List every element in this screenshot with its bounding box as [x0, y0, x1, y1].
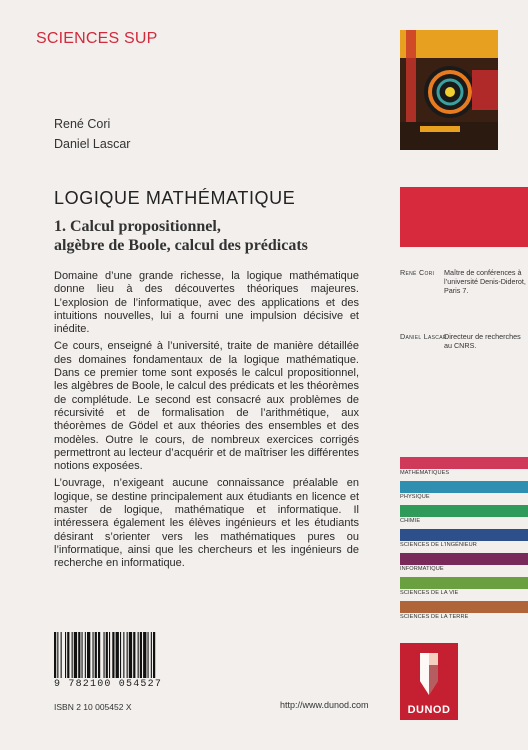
- bio-desc: Directeur de recherches au CNRS.: [444, 332, 521, 350]
- barcode-bar: [116, 632, 119, 678]
- cover-thumbnail: [400, 30, 498, 150]
- dunod-emblem-icon: [414, 651, 444, 697]
- category-item: [400, 577, 528, 601]
- barcode-bar: [78, 632, 80, 678]
- barcode-bar: [127, 632, 128, 678]
- barcode-bar: [67, 632, 69, 678]
- category-label: SCIENCES DE LA TERRE: [400, 614, 469, 620]
- book-title: LOGIQUE MATHÉMATIQUE: [54, 188, 296, 208]
- category-label: SCIENCES DE LA VIE: [400, 590, 459, 596]
- category-item: [400, 553, 528, 577]
- barcode-bar: [140, 632, 142, 678]
- author-bio-2: [400, 332, 521, 350]
- barcode-bar: [65, 632, 66, 678]
- author-2: Daniel Lascar: [54, 137, 131, 151]
- bio-desc: Maître de conférences à l’université Denis-Diderot, Paris 7.: [444, 268, 526, 295]
- barcode-bar: [129, 632, 132, 678]
- barcode-bar: [106, 632, 108, 678]
- barcode-bar: [148, 632, 149, 678]
- author-1: René Cori: [54, 117, 111, 131]
- barcode-bar: [57, 632, 58, 678]
- category-item: [400, 529, 528, 553]
- barcode-bar: [54, 632, 56, 678]
- isbn: ISBN 2 10 005452 X: [54, 702, 132, 712]
- barcode-bar: [95, 632, 97, 678]
- barcode-bar: [109, 632, 110, 678]
- publisher-name: DUNOD: [407, 704, 451, 716]
- authors: [54, 114, 130, 154]
- barcode-bar: [74, 632, 77, 678]
- barcode-bar: [143, 632, 146, 678]
- barcode-bar: [61, 632, 62, 678]
- paragraph-2: Ce cours, enseigné à l’université, traite de manière détaillée des domaines fondamentaux de la logique mathématique. Dans ce premier tome sont exposés le calcul propositionnel, les algèbres de Boole, le calcul des prédicats et les théorèmes de complétude. Le second est consacré aux problèmes de récursivité et de formalisation de l’arithmétique, aux théorèmes de Gödel et aux théories des ensembles et des modèles. Outre le cours, de nombreux exercices corrigés permettront au lecteur d’acquérir et de maîtriser les différentes notions exposées.: [54, 340, 359, 473]
- red-band: [400, 187, 528, 247]
- dunod-logo: [400, 643, 458, 720]
- bio-name: René Cori: [400, 268, 435, 277]
- category-label: MATHÉMATIQUES: [400, 470, 450, 476]
- series-name: SCIENCES SUP: [36, 30, 158, 47]
- category-list: [400, 457, 528, 625]
- barcode-bar: [72, 632, 73, 678]
- barcode: [52, 632, 200, 678]
- category-label: INFORMATIQUE: [400, 566, 444, 572]
- category-color-bar: [400, 457, 528, 469]
- barcode-bar: [104, 632, 105, 678]
- barcode-bar: [93, 632, 94, 678]
- description: [54, 270, 359, 575]
- publisher-url: http://www.dunod.com: [280, 700, 369, 710]
- category-label: CHIMIE: [400, 518, 421, 524]
- category-item: [400, 601, 528, 625]
- barcode-bar: [120, 632, 121, 678]
- category-color-bar: [400, 505, 528, 517]
- barcode-bar: [138, 632, 139, 678]
- barcode-bar: [85, 632, 86, 678]
- category-label: SCIENCES DE L’INGÉNIEUR: [400, 542, 477, 548]
- book-subtitle: [54, 217, 374, 255]
- paragraph-3: L’ouvrage, n’exigeant aucune connaissance préalable en logique, se destine principalement aux étudiants en licence et master de logique, mathématique et informatique. Il intéressera également les élèves ingénieurs et les étudiants désirant s’orienter vers les mathématiques pures ou l’informatique, ainsi que les chercheurs et les ingénieurs de recherche en informatique.: [54, 477, 359, 570]
- category-label: PHYSIQUE: [400, 494, 430, 500]
- category-item: [400, 457, 528, 481]
- bio-name: Daniel Lascar: [400, 332, 447, 341]
- subtitle-line-2: algèbre de Boole, calcul des prédicats: [54, 237, 308, 254]
- barcode-bar: [87, 632, 90, 678]
- category-color-bar: [400, 481, 528, 493]
- barcode-bar: [123, 632, 124, 678]
- barcode-bar: [82, 632, 83, 678]
- barcode-bar: [112, 632, 114, 678]
- category-item: [400, 505, 528, 529]
- barcode-bar: [98, 632, 100, 678]
- barcode-bar: [153, 632, 155, 678]
- category-color-bar: [400, 553, 528, 565]
- category-color-bar: [400, 577, 528, 589]
- category-item: [400, 481, 528, 505]
- category-color-bar: [400, 529, 528, 541]
- author-bio-1: [400, 268, 526, 295]
- barcode-bar: [151, 632, 152, 678]
- subtitle-line-1: 1. Calcul propositionnel,: [54, 218, 221, 235]
- barcode-bar: [133, 632, 135, 678]
- category-color-bar: [400, 601, 528, 613]
- barcode-digits: 9 782100 054527: [54, 679, 163, 690]
- paragraph-1: Domaine d’une grande richesse, la logique mathématique donne lieu à des découvertes théoriques majeures. L’explosion de l’informatique, avec des applications et des intuitions nouvelles, lui a fourni une impulsion décisive et inédite.: [54, 270, 359, 336]
